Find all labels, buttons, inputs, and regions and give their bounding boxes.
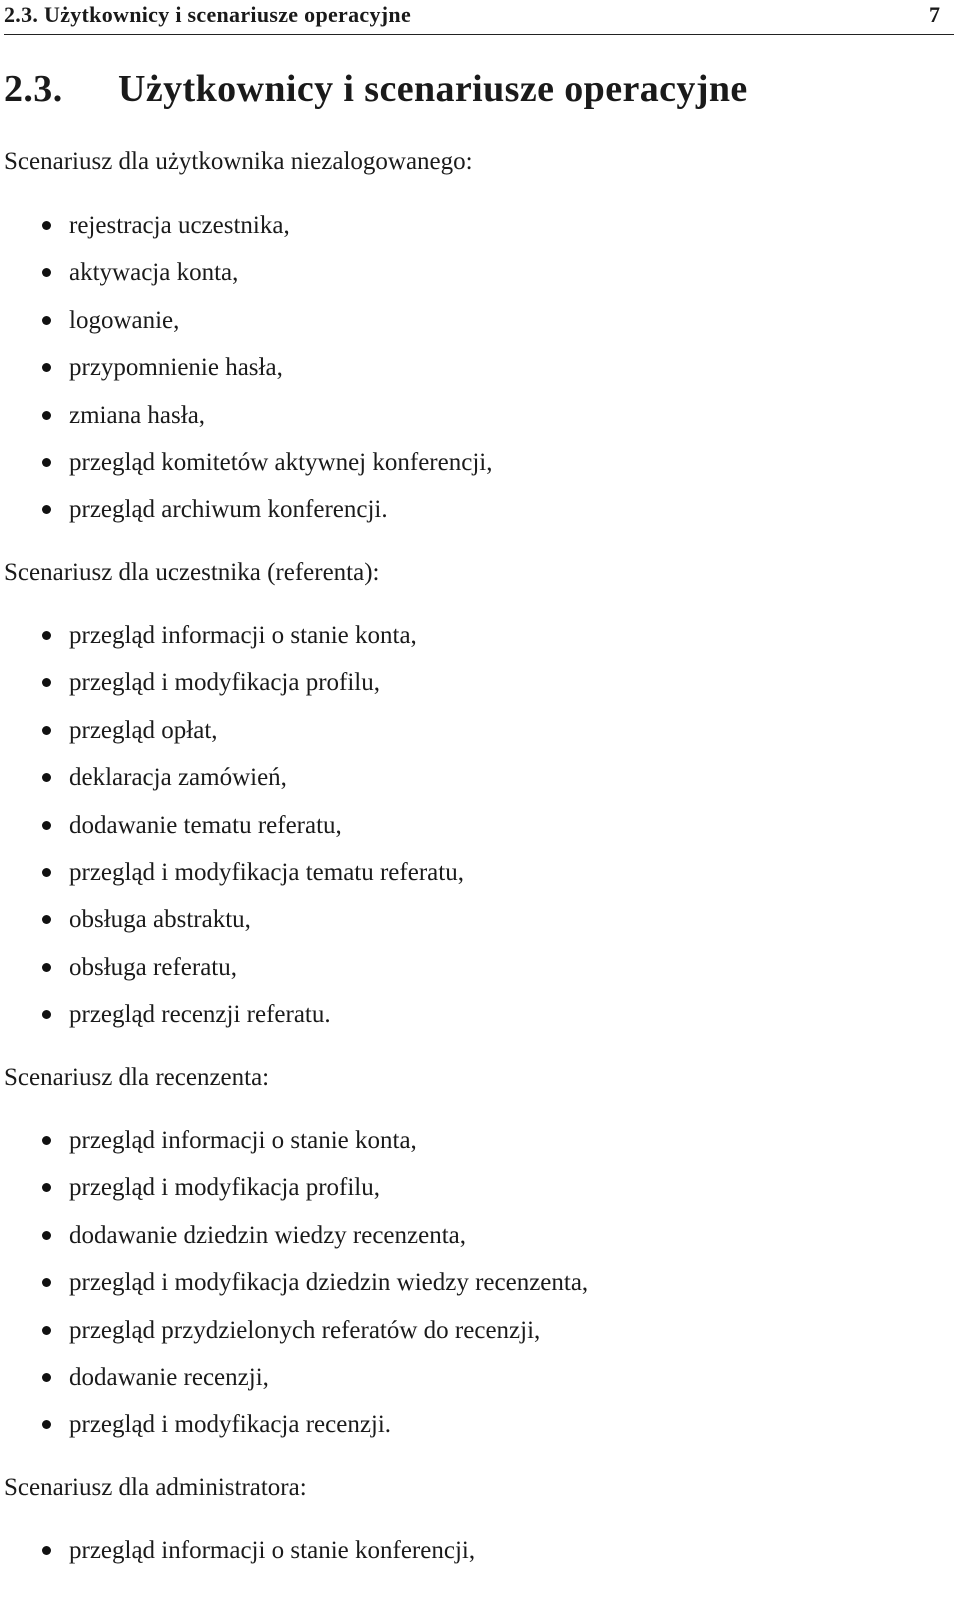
bullet-icon xyxy=(42,505,51,514)
running-header-title: 2.3. Użytkownicy i scenariusze operacyjne xyxy=(4,2,412,27)
bullet-icon xyxy=(42,868,51,877)
bullet-icon xyxy=(42,1183,51,1192)
bullet-icon xyxy=(42,1546,51,1555)
scenario-title-reviewer: Scenariusz dla recenzenta: xyxy=(4,1064,270,1091)
bullet-icon xyxy=(42,268,51,277)
bullet-icon xyxy=(42,915,51,924)
bullet-icon xyxy=(42,678,51,687)
bullet-icon xyxy=(42,1136,51,1145)
bullet-icon xyxy=(42,411,51,420)
bullet-icon xyxy=(42,458,51,467)
scenario-title-administrator: Scenariusz dla administratora: xyxy=(4,1474,307,1501)
scenario-title-participant: Scenariusz dla uczestnika (referenta): xyxy=(4,559,380,586)
bullet-icon xyxy=(42,726,51,735)
bullet-icon xyxy=(42,1326,51,1335)
bullet-icon xyxy=(42,1420,51,1429)
section-heading xyxy=(4,64,748,114)
bullet-icon xyxy=(42,773,51,782)
bullet-icon xyxy=(42,821,51,830)
section-number: 2.3. xyxy=(4,68,63,110)
bullet-icon xyxy=(42,221,51,230)
scenario-title-unauthenticated: Scenariusz dla użytkownika niezalogowanego: xyxy=(4,148,473,175)
section-title: Użytkownicy i scenariusze operacyjne xyxy=(118,68,748,110)
bullet-icon xyxy=(42,1010,51,1019)
bullet-icon xyxy=(42,363,51,372)
bullet-icon xyxy=(42,963,51,972)
bullet-icon xyxy=(42,1231,51,1240)
page-number: 7 xyxy=(929,2,940,27)
bullet-icon xyxy=(42,1278,51,1287)
running-header xyxy=(4,0,954,35)
bullet-icon xyxy=(42,316,51,325)
bullet-icon xyxy=(42,631,51,640)
bullet-icon xyxy=(42,1373,51,1382)
